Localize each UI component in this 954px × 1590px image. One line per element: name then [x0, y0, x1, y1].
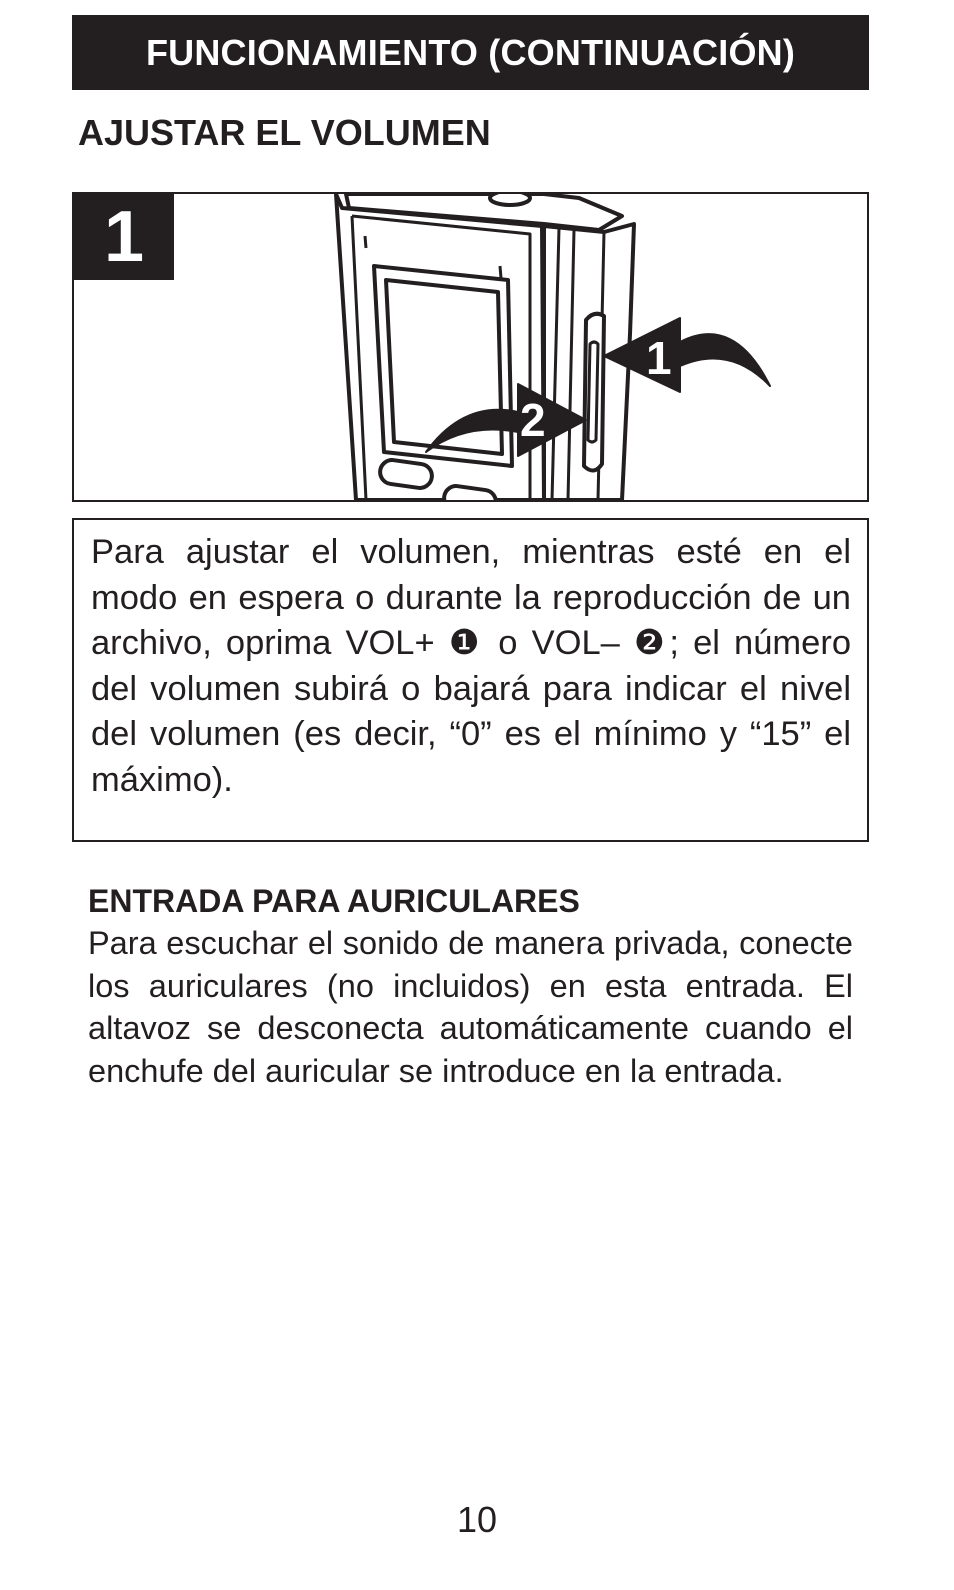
headphones-title: ENTRADA PARA AURICULARES: [88, 883, 580, 919]
callout-label-2: 2: [520, 394, 546, 446]
header-bar: [72, 15, 869, 90]
headphones-text: Para escuchar el sonido de manera privada, conecte los auriculares (no incluidos) en esta entrada. El altavoz se desconecta automáticamente cuando el enchufe del auricular se introduce en la entrada.: [88, 925, 853, 1089]
step-number-badge: 1: [74, 194, 174, 280]
device-illustration-icon: [74, 194, 867, 500]
header-title: FUNCIONAMIENTO (CONTINUACIÓN): [145, 31, 796, 73]
section-title: AJUSTAR EL VOLUMEN: [78, 112, 491, 153]
figure-box: [72, 192, 869, 502]
instructions-box: [72, 518, 869, 842]
callout-label-1: 1: [646, 332, 672, 384]
instructions-text: Para ajustar el volumen, mientras esté en el modo en espera o durante la reproducción de un archivo, oprima VOL+ ❶ o VOL– ❷; el número del volumen subirá o bajará para indicar el nivel del volumen (es decir, “0” es el mínimo y “15” el máximo).: [91, 533, 851, 799]
page-number: 10: [456, 1499, 498, 1540]
